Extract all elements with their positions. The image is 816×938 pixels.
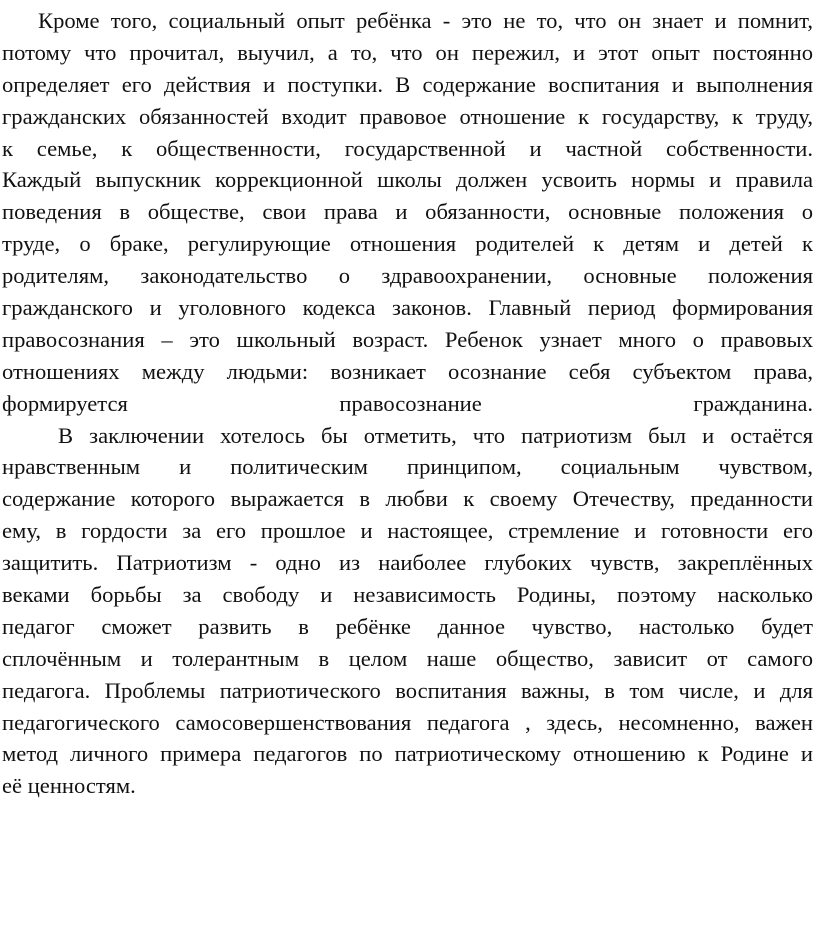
text-line: к семье, к общественности, государственной и частной собственности. [2, 135, 813, 161]
text-line: потому что прочитал, выучил, а то, что он пережил, и этот опыт постоянно [2, 39, 813, 65]
text-line: родителям, законодательство о здравоохранении, основные положения [2, 263, 813, 289]
text-line: педагог сможет развить в ребёнке данное чувство, настолько будет [2, 613, 813, 639]
text-line: В заключении хотелось бы отметить, что патриотизм был и остаётся [58, 422, 813, 448]
text-line: веками борьбы за свободу и независимость Родины, поэтому насколько [2, 582, 813, 608]
text-line: поведения в обществе, свои права и обязанности, основные положения о [2, 199, 813, 225]
text-line: гражданского и уголовного кодекса законов. Главный период формирования [2, 295, 813, 321]
text-line: Кроме того, социальный опыт ребёнка - это не то, что он знает и помнит, [38, 8, 813, 33]
text-line: педагогического самосовершенствования педагога , здесь, несомненно, важен [2, 709, 813, 735]
text-line: труде, о браке, регулирующие отношения родителей к детям и детей к [2, 231, 813, 257]
text-line: определяет его действия и поступки. В содержание воспитания и выполнения [2, 71, 813, 97]
text-line: отношениях между людьми: возникает осознание себя субъектом права, [2, 358, 813, 384]
text-line: педагога. Проблемы патриотического воспитания важны, в том числе, и для [2, 677, 813, 703]
text-line: нравственным и политическим принципом, социальным чувством, [2, 454, 813, 480]
text-line: её ценностям. [2, 773, 136, 799]
text-line: содержание которого выражается в любви к своему Отечеству, преданности [2, 486, 813, 512]
text-line: Каждый выпускник коррекционной школы должен усвоить нормы и правила [2, 167, 813, 193]
paragraph-social-experience [2, 5, 813, 420]
text-line: гражданских обязанностей входит правовое отношение к государству, к труду, [2, 103, 813, 129]
text-line: правосознания – это школьный возраст. Ребенок узнает много о правовых [2, 326, 813, 352]
text-line: защитить. Патриотизм - одно из наиболее глубоких чувств, закреплённых [2, 550, 813, 576]
paragraph-patriotism-conclusion [2, 420, 813, 803]
document-page [2, 5, 813, 802]
text-line: метод личного примера педагогов по патриотическому отношению к Родине и [2, 741, 813, 767]
text-line: формируется правосознание гражданина. [2, 390, 813, 416]
text-line: ему, в гордости за его прошлое и настоящее, стремление и готовности его [2, 518, 813, 544]
text-line: сплочённым и толерантным в целом наше общество, зависит от самого [2, 645, 813, 671]
